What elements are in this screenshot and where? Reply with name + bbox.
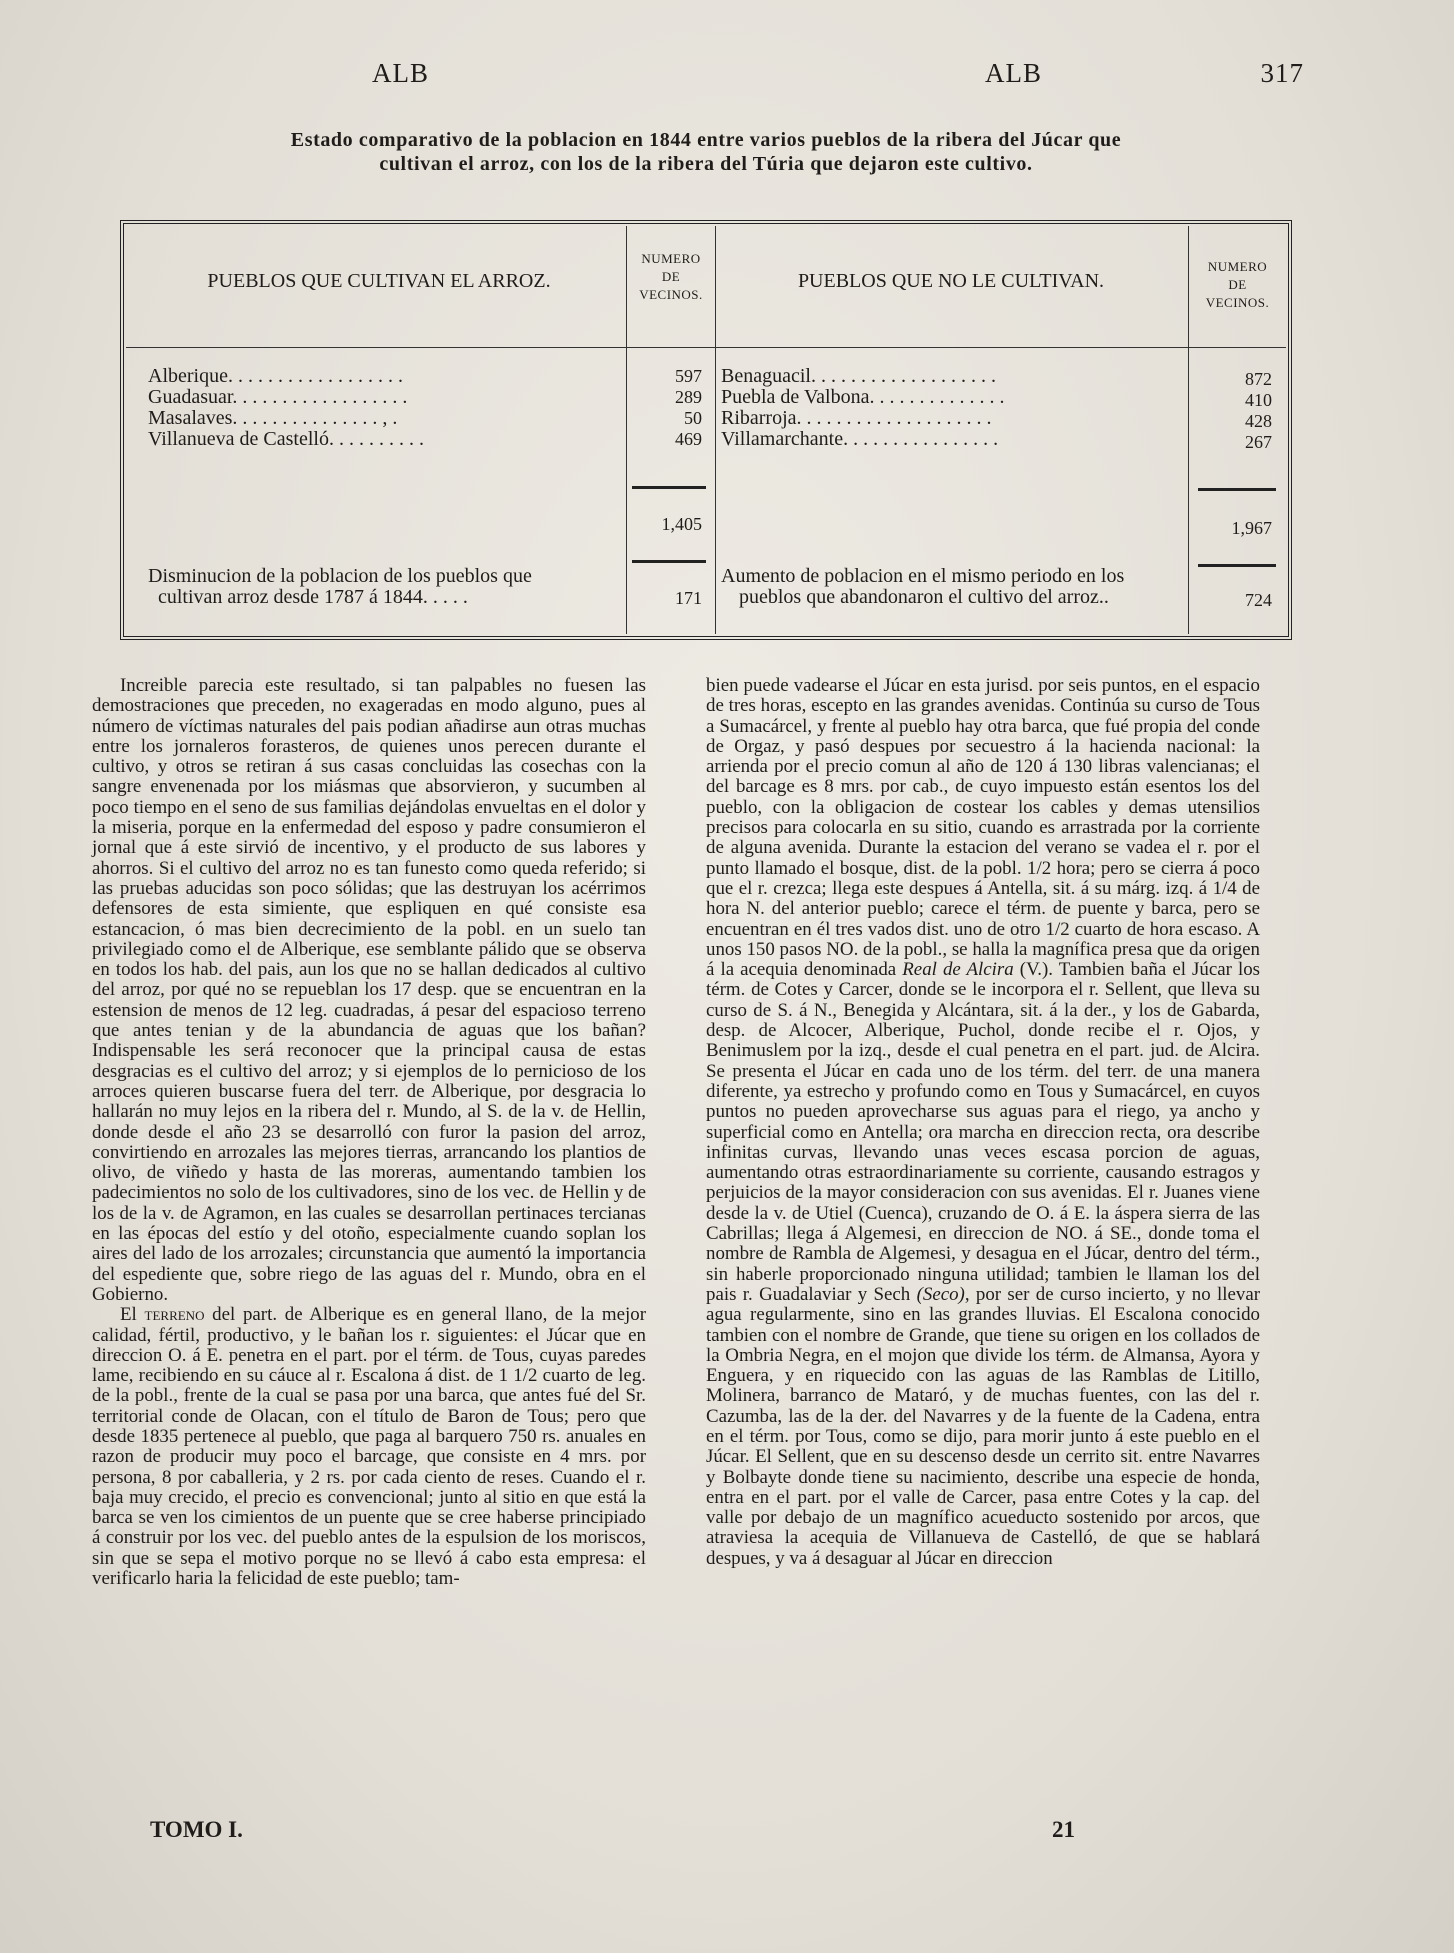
paragraph: Increible parecia este resultado, si tan palpables no fuesen las demostraciones que preceden, no exageradas en modo alguno, pues al número de víctimas naturales del pais podian añadirse aun otras muchas entre los jornaleros forasteros, de quienes unos perecen durante el cultivo, y otros se retiran á sus casas concluidas las cosechas con la sangre envenenada por los miásmas que absorvieron, y sucumben al poco tiempo en el seno de sus familias dejándolas envueltas en el dolor y la miseria, porque en la enfermedad del esposo y padre consumieron el jornal que á este sirvió de incentivo, y el producto de sus labores y ahorros. Si el cultivo del arroz no es tan funesto como queda referido; si las pruebas aducidas son poco sólidas; que las destruyan los acérrimos defensores de esta simiente, que espliquen en qué consiste esa estancacion, ó mas bien decrecimiento de la pobl. en un suelo tan privilegiado como el de Alberique, ese semblante pálido que se observa en todos los hab. del pais, aun los que no se hallan dedicados al cultivo del arroz, por qué no se repueblan los 17 desp. que se encuentran en la estension de menos de 12 leg. cuadradas, á pesar del espacioso terreno que antes tenian y de la abundancia de aguas que los bañan? Indispensable les será reconocer que la principal causa de estas desgracias es el cultivo del arroz; y si ejemplos de lo pernicioso de los arroces quieren buscarse fuera del terr. de Alberique, por desgracia lo hallarán no muy lejos en la ribera del r. Mundo, al S. de la v. de Hellin, donde desde el año 23 se desarrolló con furor la pasion del arroz, convirtiendo en arrozales las mejores tierras, arrancando los plantios de olivo, de viñedo y hasta de las moreras, aumentando tambien los padecimientos no solo de los cultivadores, sino de los vec. de Hellin y de los de la v. de Agramon, en las cuales se desarrollan pertinaces tercianas en las épocas del estío y del otoño, especialmente cuando soplan los aires del lado de los arrozales; circunstancia que aumentó la importancia del espediente que, sobre riego de las aguas del r. Mundo, obra en el Gobierno.	[92, 675, 646, 1305]
left-row-value: 597	[675, 366, 702, 386]
right-column-header: PUEBLOS QUE NO LE CULTIVAN.	[797, 270, 1105, 292]
table-title-line-2: cultivan el arroz, con los de la ribera del Túria que dejaron este cultivo.	[379, 153, 1033, 175]
right-row-value: 872	[1245, 369, 1272, 389]
count-header-line: DE	[661, 269, 681, 284]
right-difference-label-1: Aumento de poblacion en el mismo periodo en los	[721, 565, 1125, 587]
left-difference-label-2: cultivan arroz desde 1787 á 1844. . . . .	[158, 586, 468, 608]
footer	[130, 1817, 1324, 1847]
paragraph-keyword: terreno	[144, 1304, 205, 1326]
running-head-center: ALB	[985, 58, 1042, 88]
left-row-name: Guadasuar. . . . . . . . . . . . . . . . . .	[148, 386, 408, 408]
right-count-header	[1189, 258, 1286, 312]
paragraph-text: (V.). Tambien baña el Júcar los térm. de Cotes y Carcer, donde se le incorpora el r. Sellent, que lleva su curso de S. á N., Benegida y Alcántara, sit. á la der., y los de Gabarda, desp. de Alcocer, Alberique, Puchol, donde recibe el r. Ojos, y Benimuslem por la izq., desde el cual penetra en el part. jud. de Alcira. Se presenta el Júcar en cada uno de los térm. del terr. de una manera diferente, ya estrecho y profundo como en Tous y Sumacárcel, en cuyos puntos no pueden aprovecharse sus aguas para el riego, ya ancho y superficial como en Antella; ora marcha en direccion recta, ora describe infinitas curvas, llevando unas veces escasa porcion de aguas, aumentando otras estraordinariamente su corriente, causando estragos y perjuicios de la mayor consideracion con sus avenidas. El r. Juanes viene desde la v. de Utiel (Cuenca), cruzando de O. á E. la áspera sierra de las Cabrillas; llega á Algemesi, en direccion de NO. á SE., donde toma el nombre de Rambla de Algemesi, y desagua en el Júcar, dentro del térm., sin haberle proporcionado ninguna utilidad; tambien le llaman los del pais r. Guadalaviar y Sech	[706, 959, 1260, 1305]
left-row-value: 469	[675, 429, 702, 449]
left-column	[92, 676, 646, 1589]
paragraph-text: , por ser de curso incierto, y no llevar agua regularmente, sino en las grandes lluvias. El Escalona conocido tambien con el nombre de Grande, que tiene su origen en los collados de la Ombria Negra, en el mojon que divide los térm. de Almansa, Ayora y Enguera, y en riquecido con las aguas de las Ramblas de Litillo, Molinera, barranco de Mataró, y de muchas fuentes, con las del r. Cazumba, las de la der. del Navarres y de la fuente de la Cadena, entra en el térm. por Tous, como se dijo, para morir junto á este pueblo en el Júcar. El Sellent, que en su descenso desde un cerrito sit. entre Navarres y Bolbayte donde tiene su nacimiento, describe una especie de honda, entra en el part. por el valle de Carcer, pasa entre Cotes y la cap. del valle por debajo de un magnífico acueducto sostenido por arcos, que atraviesa la acequia de Villanueva de Castelló, de que se hablará despues, y va á desaguar al Júcar en direccion	[706, 1283, 1261, 1569]
comparison-table	[120, 220, 1292, 640]
left-column-header: PUEBLOS QUE CULTIVAN EL ARROZ.	[207, 270, 551, 292]
count-header-line: VECINOS.	[1205, 295, 1270, 310]
count-header-line: NUMERO	[641, 251, 701, 266]
count-header-line: NUMERO	[1207, 259, 1268, 274]
paragraph-italic: (Seco)	[916, 1283, 965, 1305]
signature-mark: 21	[1052, 1817, 1075, 1842]
left-count-header	[627, 250, 715, 304]
left-difference-value: 171	[675, 588, 702, 608]
left-total: 1,405	[661, 514, 702, 534]
paragraph-text: del part. de Alberique es en general llano, de la mejor calidad, fértil, productivo, y le bañan los r. siguientes: el Júcar que en direccion O. á E. penetra en el part. por el térm. de Tous, cuyas paredes lame, recibiendo en su cáuce al r. Escalona á dist. de 1 1/2 cuarto de leg. de la pobl., frente de la cual se pasa por una barca, que antes fué del Sr. territorial conde de Olacan, con el título de Baron de Tous; pero que desde 1835 pertenece al pueblo, que paga al barquero 750 rs. anuales en razon de producir muy poco el barcage, que consiste en 4 mrs. por persona, 8 por caballeria, y 2 rs. por cada ciento de reses. Cuando el r. baja muy crecido, el precio es convencional; junto al sitio en que está la barca se ven los cimientos de un puente que se cree haberse principiado á construir por los vec. del pueblo antes de la espulsion de los moriscos, sin que se sepa el motivo porque no se llevó á cabo esta empresa: el verificarlo haria la felicidad de este pueblo; tam-	[92, 1304, 646, 1590]
right-total: 1,967	[1231, 518, 1272, 538]
right-row-value: 428	[1245, 411, 1272, 431]
right-row-value: 267	[1245, 432, 1272, 452]
count-header-line: DE	[1228, 277, 1247, 292]
right-column	[706, 676, 1260, 1569]
count-header-line: VECINOS.	[639, 287, 703, 302]
left-row-value: 50	[684, 408, 702, 428]
paragraph-italic: Real de Alcira	[902, 959, 1014, 981]
header-rule	[126, 347, 1286, 348]
sum-rule	[1198, 488, 1276, 491]
left-row-value: 289	[675, 387, 702, 407]
left-difference-label-1: Disminucion de la poblacion de los pueblos que	[148, 565, 532, 587]
right-row-name: Benaguacil. . . . . . . . . . . . . . . . . . .	[721, 365, 996, 387]
left-row-name: Villanueva de Castelló. . . . . . . . . .	[148, 428, 424, 450]
difference-rule	[1198, 564, 1276, 567]
page-number: 317	[1260, 58, 1304, 88]
running-head	[110, 58, 1304, 94]
right-difference-value: 724	[1245, 590, 1272, 610]
sum-rule	[632, 486, 706, 489]
left-row-name: Alberique. . . . . . . . . . . . . . . . . .	[148, 365, 403, 387]
paragraph-text: bien puede vadearse el Júcar en esta jurisd. por seis puntos, en el espacio de tres horas, escepto en las grandes avenidas. Continúa su curso de Tous a Sumacárcel, y frente al pueblo hay otra barca, que fué propia del conde de Orgaz, y pasó despues por secuestro á la hacienda nacional: la arrienda por el precio comun al año de 120 á 130 libras valencianas; el del barcage es 8 mrs. por cab., de cuyo impuesto están esentos los del pueblo, con la obligacion de costear los cables y demas utensilios precisos para colocarla en su sitio, cuando es arrastrada por la corriente de alguna avenida. Durante la estacion del verano se vadea el r. por el punto llamado el bosque, dist. de la pobl. 1/2 hora; pero se cierra á poco que el r. crezca; llega este despues á Antella, sit. á su márg. izq. á 1/4 de hora N. del anterior pueblo; carece el térm. de puente y barca, pero se encuentran en él tres vados dist. uno de otro 1/2 cuarto de hora escaso. A unos 150 pasos NO. de la pobl., se halla la magnífica presa que da origen á la acequia denominada	[706, 675, 1260, 981]
right-difference-label-2: pueblos que abandonaron el cultivo del arroz..	[739, 586, 1109, 608]
paragraph	[92, 1305, 646, 1589]
paragraph	[706, 676, 1260, 1569]
difference-rule	[632, 560, 706, 563]
right-row-name: Villamarchante. . . . . . . . . . . . . . . .	[721, 428, 999, 450]
running-head-left: ALB	[372, 58, 429, 88]
right-row-name: Puebla de Valbona. . . . . . . . . . . . . .	[721, 386, 1005, 408]
left-row-name: Masalaves. . . . . . . . . . . . . . . , .	[148, 407, 398, 429]
table-title	[120, 128, 1292, 176]
right-row-value: 410	[1245, 390, 1272, 410]
table-title-line-1: Estado comparativo de la poblacion en 1844 entre varios pueblos de la ribera del Júcar que	[290, 129, 1122, 151]
right-row-name: Ribarroja. . . . . . . . . . . . . . . . . . . .	[721, 407, 992, 429]
volume-label: TOMO I.	[150, 1817, 243, 1842]
paragraph-lead: El	[120, 1304, 145, 1326]
